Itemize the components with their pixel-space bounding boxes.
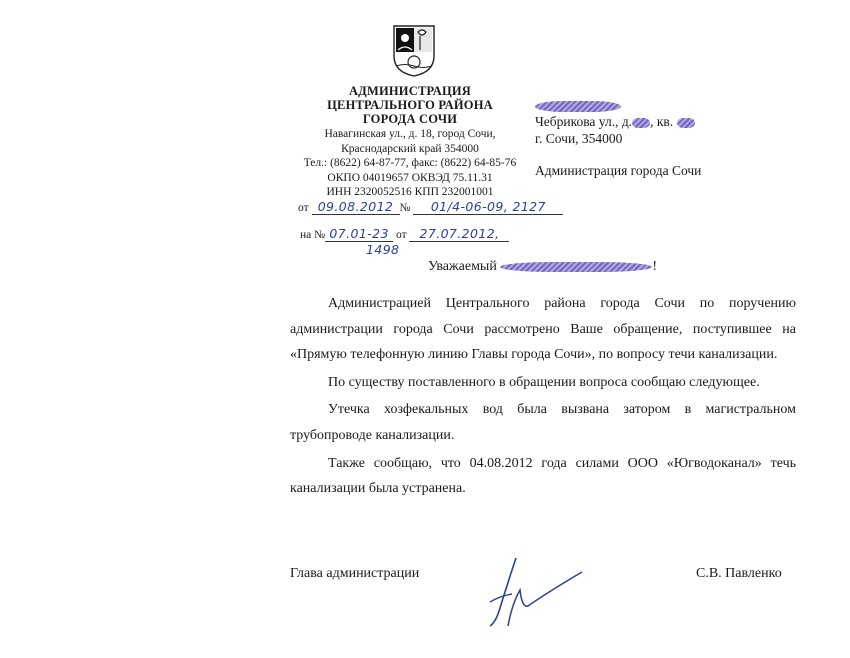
- handwritten-signature-icon: [478, 552, 588, 632]
- incoming-reg-row: [300, 226, 509, 242]
- incoming-number-suffix: 1498: [366, 242, 400, 257]
- city-emblem-icon: [390, 22, 438, 78]
- number-label: №: [399, 202, 411, 214]
- outgoing-reg-row: [298, 199, 563, 215]
- body-paragraph-1: Администрацией Центрального района города Сочи по поручению администрации города Сочи рассмотрено Ваше обращение, поступившее на «Прямую телефонную линию Главы города Сочи», по вопросу течи канализации.: [290, 296, 796, 363]
- outgoing-date: 09.08.2012: [312, 199, 400, 215]
- org-name-line-2: ЦЕНТРАЛЬНОГО РАЙОНА: [327, 98, 493, 112]
- outgoing-number: 01/4-06-09, 2127: [413, 199, 563, 215]
- address-line-2: Краснодарский край 354000: [341, 142, 479, 155]
- redaction-scribble: [632, 118, 650, 128]
- na-label: на №: [300, 229, 326, 241]
- recipient-copy: Администрация города Сочи: [535, 163, 702, 178]
- inn-line: ИНН 2320052516 КПП 232001001: [326, 186, 494, 198]
- body-paragraph-4: Также сообщаю, что 04.08.2012 года силами ООО «Югводоканал» течь канализации была устранена.: [290, 455, 796, 497]
- salutation-suffix: !: [652, 259, 658, 274]
- org-name-line-3: ГОРОДА СОЧИ: [362, 112, 458, 126]
- street-middle: , кв.: [650, 114, 674, 129]
- redaction-scribble: [677, 118, 695, 128]
- salutation-prefix: Уважаемый: [428, 259, 497, 274]
- phone-fax-line: Тел.: (8622) 64-87-77, факс: (8622) 64-85-76: [303, 157, 517, 169]
- street-prefix: Чебрикова ул., д.: [535, 114, 633, 129]
- signatory-name: С.В. Павленко: [696, 566, 782, 581]
- recipient-city: г. Сочи, 354000: [535, 130, 623, 146]
- incoming-number: 07.01-23: [325, 226, 393, 242]
- salutation: [428, 259, 657, 275]
- redaction-scribble: [500, 262, 652, 272]
- incoming-date: 27.07.2012,: [409, 226, 509, 242]
- letterhead: [290, 84, 530, 200]
- okpo-line: ОКПО 04019657 ОКВЭД 75.11.31: [327, 171, 493, 184]
- redaction-scribble: [535, 101, 621, 112]
- ot-label: от: [298, 202, 309, 214]
- address-line-1: Навагинская ул., д. 18, город Сочи,: [324, 128, 496, 140]
- ot2-label: от: [395, 229, 407, 241]
- body-paragraph-2: По существу поставленного в обращении вопроса сообщаю следующее.: [328, 374, 760, 390]
- signatory-position: Глава администрации: [290, 566, 420, 581]
- recipient-block: [535, 98, 701, 180]
- letter-body: [290, 291, 796, 502]
- recipient-name-redacted: [535, 98, 701, 114]
- body-paragraph-3: Утечка хозфекальных вод была вызвана затором в магистральном трубопроводе канализации.: [290, 402, 796, 443]
- org-name-line-1: АДМИНИСТРАЦИЯ: [348, 84, 472, 98]
- recipient-street: [535, 114, 701, 131]
